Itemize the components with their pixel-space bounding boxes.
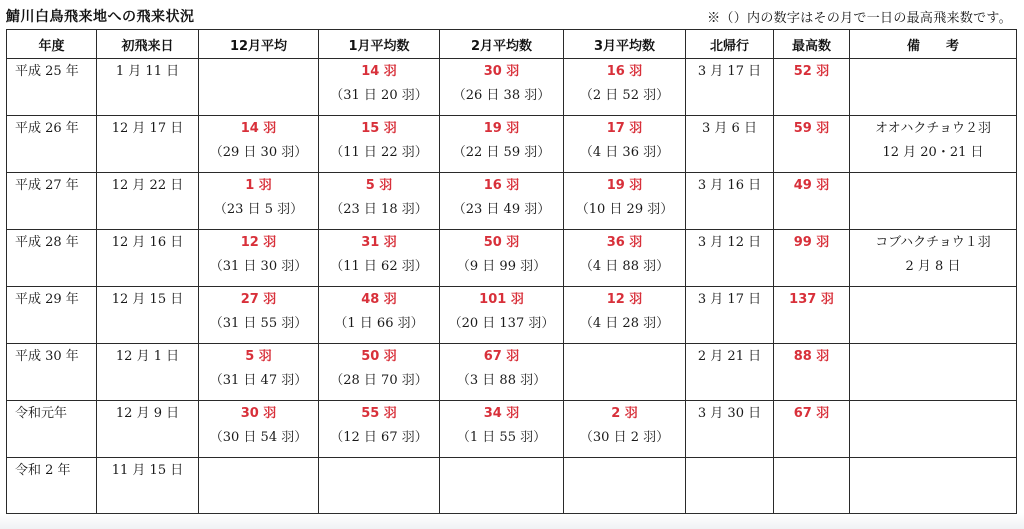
jan-daily-peak: （12 日 67 羽） [330, 430, 428, 445]
remarks-cell [850, 59, 1017, 116]
feb-daily-peak: （3 日 88 羽） [456, 373, 547, 388]
dec-avg-count: 30 羽 [240, 406, 277, 421]
year-label: 平成 26 年 [15, 121, 79, 136]
header-first-arrival: 初飛来日 [97, 30, 199, 59]
max-cell [774, 458, 850, 514]
max-cell [774, 116, 850, 173]
first-arrival-inner [97, 59, 198, 82]
first-arrival-cell [97, 116, 199, 173]
dec-avg-cell [199, 173, 319, 230]
max-count: 52 羽 [793, 64, 830, 79]
jan-avg-count: 48 羽 [361, 292, 397, 307]
jan-avg-cell [319, 458, 440, 514]
remarks-cell [850, 344, 1017, 401]
departure-cell [686, 230, 774, 287]
jan-daily-peak: （1 日 66 羽） [334, 316, 424, 331]
departure-inner [686, 230, 773, 253]
year-label: 平成 30 年 [15, 349, 79, 364]
departure-cell [686, 458, 774, 514]
dec-daily-peak: （23 日 5 羽） [213, 202, 304, 217]
first-arrival-date: 12 月 9 日 [115, 406, 180, 421]
jan-avg-inner [319, 116, 439, 163]
first-arrival-date: 12 月 1 日 [115, 349, 180, 364]
dec-avg-cell [199, 287, 319, 344]
jan-daily-peak: （11 日 62 羽） [330, 259, 428, 274]
table-row [7, 173, 1017, 230]
dec-avg-cell [199, 230, 319, 287]
feb-avg-cell [440, 458, 564, 514]
max-inner [774, 458, 849, 481]
document-note: ※（）内の数字はその月で一日の最高飛来数です。 [707, 11, 1012, 26]
dec-daily-peak: （31 日 47 羽） [209, 373, 308, 388]
jan-avg-count: 55 羽 [361, 406, 397, 421]
feb-avg-count: 50 羽 [483, 235, 520, 250]
feb-avg-inner [440, 458, 563, 485]
remarks-inner [850, 401, 1016, 408]
max-count: 99 羽 [793, 235, 830, 250]
departure-inner [686, 116, 773, 139]
mar-avg-cell [564, 116, 686, 173]
feb-avg-count: 16 羽 [483, 178, 520, 193]
year-label: 令和元年 [15, 406, 68, 421]
departure-inner [686, 401, 773, 424]
mar-avg-count: 36 羽 [606, 235, 643, 250]
jan-avg-cell [319, 116, 440, 173]
remark-line-1: オオハクチョウ２羽 [875, 121, 991, 136]
dec-avg-count: 5 羽 [245, 349, 272, 364]
first-arrival-cell [97, 59, 199, 116]
feb-avg-cell [440, 401, 564, 458]
mar-avg-inner [564, 287, 685, 334]
departure-date: 3 月 6 日 [702, 121, 757, 136]
dec-avg-inner [199, 287, 318, 334]
jan-avg-cell [319, 173, 440, 230]
remarks-cell [850, 116, 1017, 173]
mar-avg-inner [564, 401, 685, 448]
first-arrival-cell [97, 230, 199, 287]
feb-avg-inner [440, 401, 563, 448]
header-departure: 北帰行 [686, 30, 774, 59]
remarks-inner [850, 59, 1016, 66]
year-cell [7, 230, 97, 287]
header-remarks: 備 考 [850, 30, 1017, 59]
feb-avg-count: 101 羽 [479, 292, 524, 307]
swan-arrival-table [6, 29, 1017, 514]
jan-daily-peak: （31 日 20 羽） [330, 88, 428, 103]
jan-avg-count: 31 羽 [361, 235, 397, 250]
remarks-cell [850, 230, 1017, 287]
year-cell [7, 59, 97, 116]
mar-avg-inner [564, 458, 685, 485]
departure-inner [686, 458, 773, 461]
mar-daily-peak: （4 日 88 羽） [579, 259, 670, 274]
jan-avg-cell [319, 230, 440, 287]
feb-daily-peak: （22 日 59 羽） [452, 145, 551, 160]
header-mar-avg: 3月平均数 [564, 30, 686, 59]
first-arrival-inner [97, 116, 198, 139]
departure-date: 3 月 17 日 [697, 64, 762, 79]
dec-daily-peak: （29 日 30 羽） [209, 145, 308, 160]
header-jan-avg: 1月平均数 [319, 30, 440, 59]
mar-avg-count: 19 羽 [606, 178, 643, 193]
dec-avg-cell [199, 59, 319, 116]
dec-avg-count: 1 羽 [245, 178, 272, 193]
feb-avg-cell [440, 173, 564, 230]
max-inner [774, 344, 849, 367]
departure-cell [686, 116, 774, 173]
mar-daily-peak: （2 日 52 羽） [579, 88, 670, 103]
table-row [7, 458, 1017, 514]
jan-avg-count: 15 羽 [361, 121, 397, 136]
dec-avg-inner [199, 344, 318, 391]
dec-avg-count: 14 羽 [240, 121, 277, 136]
table-body [7, 59, 1017, 514]
remarks-inner [850, 344, 1016, 351]
departure-date: 3 月 17 日 [697, 292, 762, 307]
jan-avg-inner [319, 287, 439, 334]
jan-avg-count: 14 羽 [361, 64, 397, 79]
dec-daily-peak: （31 日 30 羽） [209, 259, 308, 274]
first-arrival-date: 12 月 15 日 [111, 292, 184, 307]
jan-avg-inner [319, 230, 439, 277]
table-row [7, 401, 1017, 458]
dec-avg-cell [199, 116, 319, 173]
remarks-inner [850, 230, 1016, 277]
feb-daily-peak: （20 日 137 羽） [448, 316, 555, 331]
dec-avg-cell [199, 401, 319, 458]
max-cell [774, 173, 850, 230]
jan-avg-inner [319, 173, 439, 220]
year-label: 平成 27 年 [15, 178, 79, 193]
mar-avg-inner [564, 59, 685, 106]
departure-date: 2 月 21 日 [697, 349, 762, 364]
jan-avg-inner [319, 59, 439, 106]
year-cell [7, 344, 97, 401]
mar-avg-count: 12 羽 [606, 292, 643, 307]
dec-daily-peak: （30 日 54 羽） [209, 430, 308, 445]
jan-daily-peak: （23 日 18 羽） [330, 202, 428, 217]
departure-inner [686, 287, 773, 310]
dec-avg-count: 27 羽 [240, 292, 277, 307]
year-cell [7, 173, 97, 230]
mar-daily-peak: （4 日 28 羽） [579, 316, 670, 331]
max-count: 59 羽 [793, 121, 830, 136]
first-arrival-inner [97, 173, 198, 196]
departure-cell [686, 344, 774, 401]
feb-daily-peak: （23 日 49 羽） [452, 202, 551, 217]
feb-daily-peak: （26 日 38 羽） [452, 88, 551, 103]
feb-avg-count: 19 羽 [483, 121, 520, 136]
mar-daily-peak: （4 日 36 羽） [579, 145, 670, 160]
feb-avg-cell [440, 230, 564, 287]
max-inner [774, 173, 849, 196]
jan-daily-peak: （28 日 70 羽） [330, 373, 428, 388]
year-cell [7, 116, 97, 173]
first-arrival-inner [97, 287, 198, 310]
jan-avg-inner [319, 344, 439, 391]
jan-avg-cell [319, 287, 440, 344]
first-arrival-cell [97, 458, 199, 514]
max-inner [774, 401, 849, 424]
mar-avg-inner [564, 116, 685, 163]
dec-avg-inner [199, 458, 318, 485]
first-arrival-inner [97, 230, 198, 253]
mar-avg-cell [564, 173, 686, 230]
mar-daily-peak: （30 日 2 羽） [579, 430, 670, 445]
departure-inner [686, 173, 773, 196]
year-cell [7, 287, 97, 344]
dec-avg-inner [199, 230, 318, 277]
first-arrival-date: 12 月 17 日 [111, 121, 184, 136]
jan-avg-count: 5 羽 [365, 178, 393, 193]
first-arrival-cell [97, 173, 199, 230]
remark-line-2: 2 月 8 日 [905, 259, 961, 274]
remarks-cell [850, 458, 1017, 514]
first-arrival-cell [97, 344, 199, 401]
year-cell [7, 458, 97, 514]
jan-avg-cell [319, 401, 440, 458]
header-year: 年度 [7, 30, 97, 59]
jan-avg-cell [319, 59, 440, 116]
table-row [7, 116, 1017, 173]
mar-avg-inner [564, 173, 685, 220]
first-arrival-inner [97, 401, 198, 424]
max-cell [774, 344, 850, 401]
scan-shade [0, 513, 1024, 529]
feb-avg-inner [440, 344, 563, 391]
mar-daily-peak: （10 日 29 羽） [575, 202, 674, 217]
feb-avg-inner [440, 230, 563, 277]
departure-cell [686, 59, 774, 116]
table-row [7, 287, 1017, 344]
departure-cell [686, 401, 774, 458]
feb-avg-inner [440, 116, 563, 163]
remarks-inner [850, 287, 1016, 294]
dec-avg-inner [199, 59, 318, 86]
first-arrival-inner [97, 458, 198, 481]
dec-daily-peak: （31 日 55 羽） [209, 316, 308, 331]
remarks-inner [850, 116, 1016, 163]
header-feb-avg: 2月平均数 [440, 30, 564, 59]
departure-date: 3 月 16 日 [697, 178, 762, 193]
max-inner [774, 116, 849, 139]
max-cell [774, 287, 850, 344]
mar-avg-cell [564, 458, 686, 514]
feb-avg-inner [440, 173, 563, 220]
departure-cell [686, 173, 774, 230]
jan-avg-cell [319, 344, 440, 401]
year-label: 平成 25 年 [15, 64, 79, 79]
year-label: 平成 28 年 [15, 235, 79, 250]
max-count: 49 羽 [793, 178, 830, 193]
table-row [7, 230, 1017, 287]
mar-avg-cell [564, 344, 686, 401]
max-cell [774, 401, 850, 458]
heading-row [6, 4, 1016, 26]
mar-avg-count: 2 羽 [611, 406, 638, 421]
remark-line-1: コブハクチョウ１羽 [875, 235, 991, 250]
feb-daily-peak: （9 日 99 羽） [456, 259, 547, 274]
header-dec-avg: 12月平均 [199, 30, 319, 59]
dec-avg-inner [199, 173, 318, 220]
mar-avg-cell [564, 59, 686, 116]
max-cell [774, 230, 850, 287]
departure-cell [686, 287, 774, 344]
header-max: 最高数 [774, 30, 850, 59]
first-arrival-date: 1 月 11 日 [115, 64, 180, 79]
mar-avg-inner [564, 230, 685, 277]
dec-avg-cell [199, 344, 319, 401]
jan-avg-count: 50 羽 [361, 349, 397, 364]
document-title: 鯖川白鳥飛来地への飛来状況 [6, 9, 195, 25]
max-count: 137 羽 [789, 292, 834, 307]
jan-daily-peak: （11 日 22 羽） [330, 145, 428, 160]
remarks-cell [850, 401, 1017, 458]
max-inner [774, 287, 849, 310]
jan-avg-inner [319, 401, 439, 448]
mar-avg-count: 17 羽 [606, 121, 643, 136]
first-arrival-inner [97, 344, 198, 367]
max-inner [774, 230, 849, 253]
remarks-inner [850, 458, 1016, 465]
departure-date: 3 月 30 日 [697, 406, 762, 421]
feb-avg-inner [440, 287, 563, 334]
remarks-inner [850, 173, 1016, 180]
dec-avg-inner [199, 116, 318, 163]
feb-avg-cell [440, 116, 564, 173]
first-arrival-date: 12 月 16 日 [111, 235, 184, 250]
feb-avg-cell [440, 344, 564, 401]
mar-avg-cell [564, 230, 686, 287]
year-label: 平成 29 年 [15, 292, 79, 307]
max-inner [774, 59, 849, 82]
first-arrival-date: 12 月 22 日 [111, 178, 184, 193]
feb-avg-cell [440, 287, 564, 344]
feb-avg-count: 34 羽 [483, 406, 520, 421]
dec-avg-cell [199, 458, 319, 514]
header-row [7, 30, 1017, 59]
departure-inner [686, 59, 773, 82]
feb-avg-inner [440, 59, 563, 106]
jan-avg-inner [319, 458, 439, 485]
departure-inner [686, 344, 773, 367]
first-arrival-cell [97, 401, 199, 458]
max-cell [774, 59, 850, 116]
departure-date: 3 月 12 日 [697, 235, 762, 250]
remark-line-2: 12 月 20・21 日 [882, 145, 984, 160]
feb-avg-count: 67 羽 [483, 349, 520, 364]
dec-avg-count: 12 羽 [240, 235, 277, 250]
max-count: 67 羽 [793, 406, 830, 421]
dec-avg-inner [199, 401, 318, 448]
table-row [7, 59, 1017, 116]
remarks-cell [850, 173, 1017, 230]
feb-avg-cell [440, 59, 564, 116]
mar-avg-cell [564, 287, 686, 344]
mar-avg-count: 16 羽 [606, 64, 643, 79]
remarks-cell [850, 287, 1017, 344]
mar-avg-inner [564, 344, 685, 371]
feb-daily-peak: （1 日 55 羽） [456, 430, 547, 445]
first-arrival-cell [97, 287, 199, 344]
mar-avg-cell [564, 401, 686, 458]
year-cell [7, 401, 97, 458]
table-row [7, 344, 1017, 401]
first-arrival-date: 11 月 15 日 [111, 463, 184, 478]
max-count: 88 羽 [793, 349, 830, 364]
year-label: 令和 2 年 [15, 463, 71, 478]
feb-avg-count: 30 羽 [483, 64, 520, 79]
